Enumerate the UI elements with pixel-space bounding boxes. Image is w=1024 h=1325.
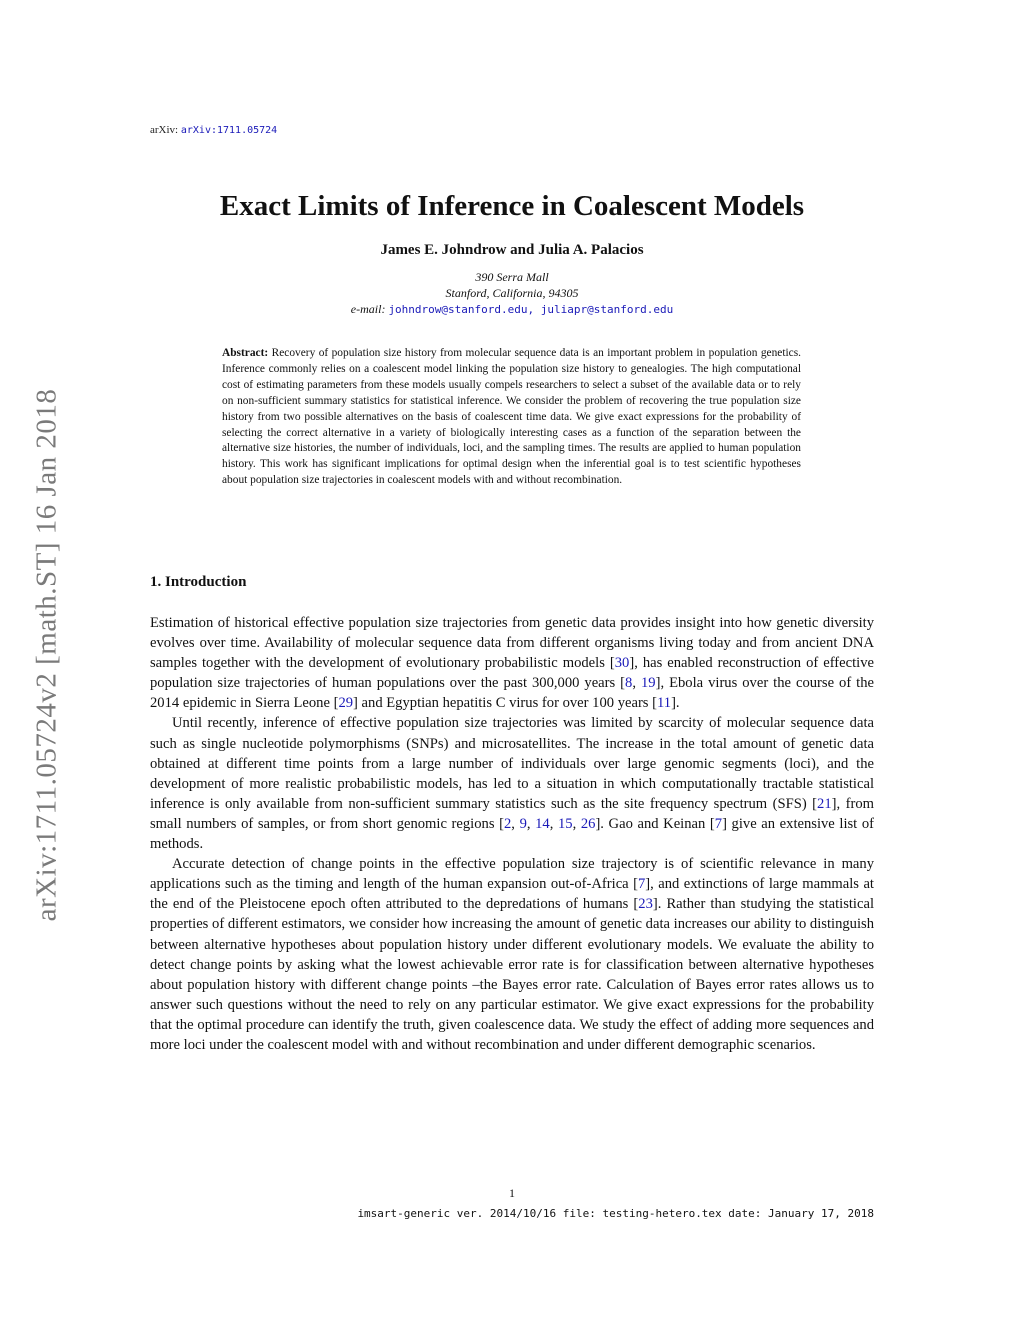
text-run: Accurate detection of change points in the effective population size trajectory is of scientific relevance in many applications such as the timing and length of the human expansion out-of-Africa [ (150, 856, 874, 893)
citation-link[interactable]: 7 (714, 815, 723, 832)
citation-link[interactable]: 9 (519, 815, 527, 832)
citation-link[interactable]: 26 (580, 815, 596, 832)
citation-link[interactable]: 11 (657, 695, 672, 712)
affiliation (150, 269, 874, 318)
citation-link[interactable]: 19 (640, 675, 656, 692)
text-run: ]. Rather than studying the statistical properties of different estimators, we consider how increasing the amount of genetic data increases our ability to distinguish between alternative hypotheses about population history under different evolutionary models. We evaluate the ability to detect change points by asking what the lowest achievable error rate is for classification between alternative hypotheses about population history with different change points –the Bayes error rate. Calculation of Bayes error rates allows us to answer such questions without the need to rely on any particular estimator. We give exact expressions for the probability that the optimal procedure can identify the truth, given coalescence data. We study the effect of adding more sequences and more loci under the coalescent model with and without recombination and under different demographic scenarios. (150, 896, 874, 1053)
text-run: , (572, 815, 581, 832)
abstract-label: Abstract: (222, 347, 269, 359)
page-number: 1 (509, 1186, 515, 1200)
abstract-text: Recovery of population size history from molecular sequence data is an important problem in population genetics. Inference commonly relies on a coalescent model linking the population size history to genealogies. The high computational cost of estimating parameters from these models usually compels researchers to select a subset of the available data or to rely on non-sufficient summary statistics for statistical inference. We consider the problem of recovering the true population size history from two possible alternatives on the basis of coalescent time data. We give exact expressions for the probability of selecting the correct alternative in a variety of biologically interesting cases as a function of the separation between the alternative size histories, the number of individuals, loci, and the sampling times. The results are applied to human population history. This work has significant implications for optimal design when the inferential goal is to test scientific hypotheses about population size trajectories in coalescent models with and without recombination. (222, 347, 801, 487)
citation-link[interactable]: 14 (535, 815, 550, 832)
text-run: ], Ebola virus over the course of the 2014 epidemic in Sierra Leone [ (150, 675, 875, 712)
address-line-1: 390 Serra Mall (475, 270, 549, 284)
citation-link[interactable]: 29 (338, 695, 354, 712)
address-line-2: Stanford, California, 94305 (445, 286, 579, 300)
citation-link[interactable]: 30 (614, 655, 630, 672)
text-run: , (549, 815, 558, 832)
email-links[interactable]: johndrow@stanford.edu, juliapr@stanford.edu (388, 303, 674, 316)
arxiv-sidebar-stamp (30, 345, 64, 965)
citation-link[interactable]: 7 (637, 876, 646, 893)
email-line (150, 301, 874, 318)
abstract (222, 346, 801, 489)
text-run: ], has enabled reconstruction of effective population size trajectories of human populations over the past 300,000 years [ (150, 655, 874, 692)
citation-link[interactable]: 2 (504, 815, 512, 832)
text-run: ], from small numbers of samples, or from short genomic regions [ (150, 795, 874, 832)
text-run: ]. (671, 695, 680, 712)
section-heading-introduction: 1. Introduction (150, 574, 247, 590)
text-run: Until recently, inference of effective population size trajectories was limited by scarcity of molecular sequence data such as single nucleotide polymorphisms (SNPs) and microsatellites. The increase in the total amount of genetic data obtained at different time points from a large number of individuals over large genomic segments (loci), and the development of more realistic probabilistic models, has led to a situation in which computationally tractable statistical inference is only available from non-sufficient summary statistics such as the site frequency spectrum (SFS) [ (150, 715, 874, 812)
email-label: e-mail: (350, 302, 389, 316)
text-run: ] give an extensive list of methods. (150, 815, 875, 853)
text-run: ], and extinctions of large mammals at the end of the Pleistocene epoch often attributed to the depredations of humans [ (150, 876, 874, 913)
paper-authors: James E. Johndrow and Julia A. Palacios (380, 242, 644, 258)
text-run: ]. Gao and Keinan [ (595, 815, 715, 832)
arxiv-header-prefix: arXiv: (150, 124, 181, 136)
citation-link[interactable]: 8 (625, 675, 633, 692)
text-run: , (511, 815, 520, 832)
text-run: Estimation of historical effective population size trajectories from genetic data provides insight into how genetic diversity evolves over time. Availability of molecular sequence data from different organisms living today and from ancient DNA samples together with the development of evolutionary probabilistic models [ (150, 615, 874, 672)
arxiv-header (150, 124, 277, 136)
imsart-footer: imsart-generic ver. 2014/10/16 file: testing-hetero.tex date: January 17, 2018 (357, 1207, 874, 1220)
paper-title: Exact Limits of Inference in Coalescent Models (219, 190, 805, 222)
paragraph-1 (150, 613, 874, 713)
citation-link[interactable]: 15 (557, 815, 573, 832)
citation-link[interactable]: 23 (638, 896, 653, 913)
arxiv-sidebar-text: arXiv:1711.05724v2 [math.ST] 16 Jan 2018 (30, 388, 63, 922)
text-run: , (632, 675, 641, 692)
paragraph-3 (150, 854, 874, 1055)
text-run: ] and Egyptian hepatitis C virus for over 100 years [ (353, 695, 657, 712)
text-run: , (526, 815, 536, 832)
body-text (150, 613, 874, 1055)
arxiv-id-link[interactable]: arXiv:1711.05724 (180, 125, 278, 136)
paragraph-2 (150, 713, 874, 854)
citation-link[interactable]: 21 (817, 795, 832, 812)
